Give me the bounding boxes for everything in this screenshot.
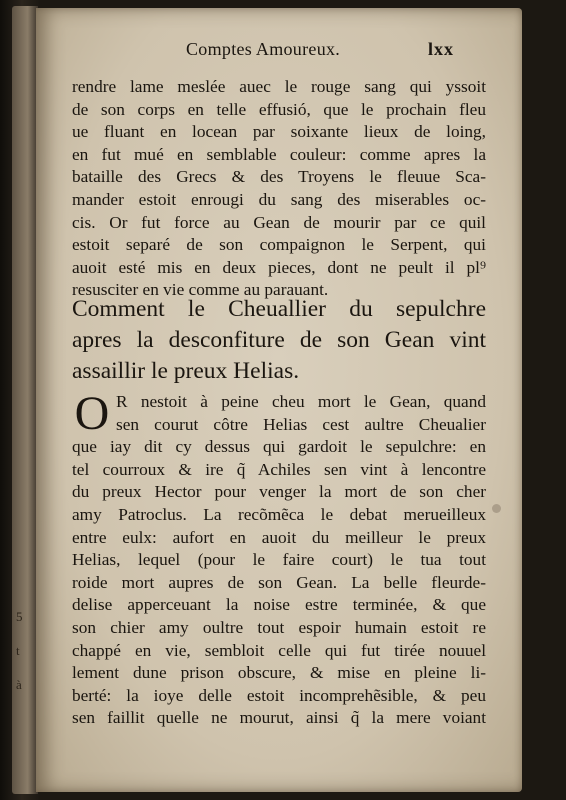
text-line: mander estoit enrougi du sang des miserables oc- <box>72 189 486 209</box>
text-line: amy Patroclus. La recõmẽca le debat merueilleux <box>72 504 486 524</box>
text-line: chappé en vie, sembloit celle qui fut tirée nouuel <box>72 640 486 660</box>
text-block <box>72 387 486 730</box>
text-line: de son corps en telle effusió, que le prochain fleu <box>72 99 486 119</box>
text-line: lement dune prison obscure, & mise en pleine li- <box>72 663 486 683</box>
heading-line: apres la desconfiture de son Gean vint <box>72 327 486 353</box>
text-line: sen courut côtre Helias cest aultre Cheualier <box>116 414 486 434</box>
text-line: auoit esté mis en deux pieces, dont ne peult il pl⁹ <box>72 257 486 277</box>
text-line: sen faillit quelle ne mourut, ainsi q̃ la mere voiant <box>72 708 486 728</box>
text-line: en fut mué en semblable couleur: comme apres la <box>72 144 486 164</box>
folio-number: lxx <box>428 39 455 59</box>
text-line: ue fluant en locean par soixante lieux de loing, <box>72 122 486 142</box>
ink-spot <box>492 504 501 513</box>
chapter-heading <box>72 294 486 387</box>
book-page <box>36 8 522 792</box>
running-header <box>36 34 522 64</box>
text-line: son chier amy oultre tout espoir humain estoit re <box>72 617 486 637</box>
text-line: delise apperceuant la noise estre terminée, & que <box>72 595 486 615</box>
text-line: que iay dit cy dessus qui gardoit le sepulchre: en <box>72 437 486 457</box>
margin-mark: à <box>16 677 22 692</box>
text-line: estoit separé de son compaignon le Serpent, qui <box>72 235 486 255</box>
text-line: Helias, lequel (pour le faire court) le tua tout <box>72 550 486 570</box>
text-line: berté: la ioye delle estoit incomprehẽsible, & peu <box>72 685 486 705</box>
text-line: du preux Hector pour venger la mort de son cher <box>72 482 486 502</box>
margin-mark: 5 <box>16 609 23 624</box>
drop-cap: O <box>74 387 110 440</box>
text-block <box>72 76 486 302</box>
header-title: Comptes Amoureux. <box>186 39 341 59</box>
text-line: bataille des Grecs & des Troyens le fleuue Sca- <box>72 167 486 187</box>
margin-marks <box>16 600 32 740</box>
text-line: resusciter en vie comme au parauant. <box>72 280 329 300</box>
text-line: tel courroux & ire q̃ Achiles sen vint à lencontre <box>72 459 486 479</box>
margin-mark: t <box>16 643 20 658</box>
heading-line: Comment le Cheuallier du sepulchre <box>72 296 486 322</box>
text-line: cis. Or fut force au Gean de mourir par ce quil <box>72 212 486 232</box>
text-line: roide mort aupres de son Gean. La belle fleurde- <box>72 572 486 592</box>
heading-line: assaillir le preux Helias. <box>72 358 300 384</box>
text-line: rendre lame meslée auec le rouge sang qui yssoit <box>72 77 486 96</box>
text-line: entre eulx: aufort en auoit du meilleur le preux <box>72 527 486 547</box>
text-line: R nestoit à peine cheu mort le Gean, quand <box>116 392 486 411</box>
